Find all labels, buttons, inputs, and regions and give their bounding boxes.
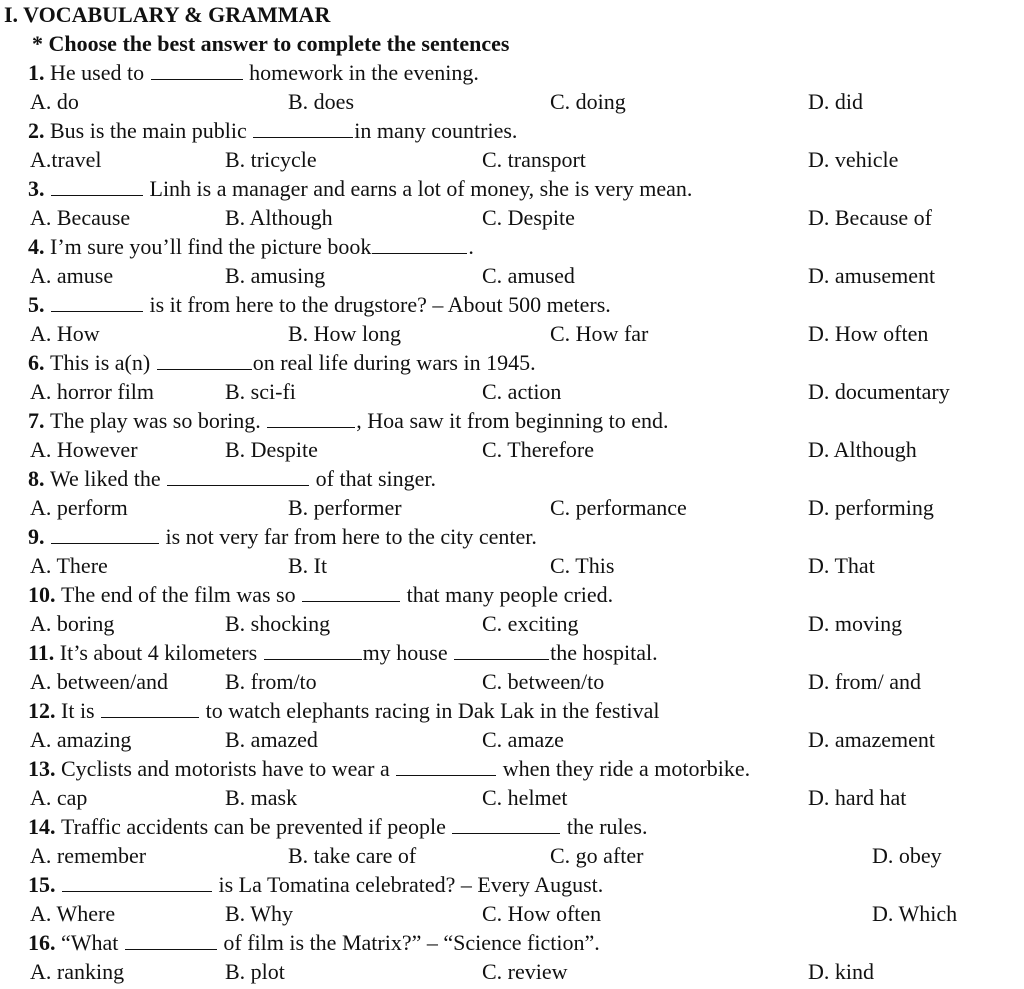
option-d[interactable]: D. from/ and (808, 669, 922, 694)
question-number: 6. (28, 350, 50, 375)
question-number: 13. (28, 756, 61, 781)
question-number: 1. (28, 60, 50, 85)
option-b[interactable]: B. It (288, 553, 328, 578)
option-a[interactable]: A. amazing (30, 727, 132, 752)
option-d[interactable]: D. moving (808, 611, 903, 636)
option-a[interactable]: A. perform (30, 495, 128, 520)
question-number: 3. (28, 176, 50, 201)
question-16 (0, 928, 1024, 957)
option-a[interactable]: A. remember (30, 843, 147, 868)
question-text: “What (61, 930, 124, 955)
options-row-5 (0, 319, 1024, 348)
options-row-1 (0, 87, 1024, 116)
question-3 (0, 174, 1024, 203)
answer-blank[interactable] (51, 291, 143, 312)
option-b[interactable]: B. mask (225, 785, 298, 810)
question-number: 12. (28, 698, 61, 723)
option-d[interactable]: D. How often (808, 321, 929, 346)
options-row-13 (0, 783, 1024, 812)
answer-blank[interactable] (454, 639, 549, 660)
question-text: on real life during wars in 1945. (252, 350, 536, 375)
option-b[interactable]: B. performer (288, 495, 402, 520)
option-c[interactable]: C. amaze (482, 727, 564, 752)
question-text: The play was so boring. (50, 408, 267, 433)
question-14 (0, 812, 1024, 841)
question-number: 11. (28, 640, 60, 665)
question-text: Linh is a manager and earns a lot of money, she is very mean. (144, 176, 693, 201)
answer-blank[interactable] (125, 929, 217, 950)
option-b[interactable]: B. from/to (225, 669, 317, 694)
option-d[interactable]: D. amusement (808, 263, 936, 288)
question-number: 2. (28, 118, 50, 143)
instruction: * Choose the best answer to complete the sentences (32, 31, 510, 56)
option-a[interactable]: A. Where (30, 901, 116, 926)
question-5 (0, 290, 1024, 319)
question-text: We liked the (50, 466, 167, 491)
question-text: is La Tomatina celebrated? – Every August. (213, 872, 604, 897)
option-b[interactable]: B. Despite (225, 437, 318, 462)
option-c[interactable]: C. doing (550, 89, 626, 114)
question-text: I’m sure you’ll find the picture book (50, 234, 372, 259)
option-a[interactable]: A. between/and (30, 669, 169, 694)
answer-blank[interactable] (157, 349, 252, 370)
question-text: in many countries. (354, 118, 518, 143)
option-d[interactable]: D. Because of (808, 205, 933, 230)
option-c[interactable]: C. review (482, 959, 568, 984)
option-d[interactable]: D. vehicle (808, 147, 899, 172)
question-text: homework in the evening. (243, 60, 479, 85)
option-d[interactable]: D. hard hat (808, 785, 907, 810)
option-a[interactable]: A. There (30, 553, 108, 578)
options-row-7 (0, 435, 1024, 464)
question-text: This is a(n) (50, 350, 156, 375)
question-number: 15. (28, 872, 61, 897)
option-d[interactable]: D. Which (872, 901, 958, 926)
answer-blank[interactable] (372, 233, 467, 254)
option-b[interactable]: B. plot (225, 959, 285, 984)
option-d[interactable]: D. performing (808, 495, 934, 520)
option-c[interactable]: C. action (482, 379, 562, 404)
option-c[interactable]: C. How far (550, 321, 649, 346)
options-row-14 (0, 841, 1024, 870)
question-text: The end of the film was so (61, 582, 302, 607)
question-number: 10. (28, 582, 61, 607)
question-text: It’s about 4 kilometers (59, 640, 263, 665)
option-d[interactable]: D. Although (808, 437, 917, 462)
question-6 (0, 348, 1024, 377)
question-number: 8. (28, 466, 50, 491)
option-c[interactable]: C. transport (482, 147, 586, 172)
question-number: 4. (28, 234, 50, 259)
question-text: Bus is the main public (50, 118, 253, 143)
question-text: Traffic accidents can be prevented if people (61, 814, 452, 839)
option-c[interactable]: C. between/to (482, 669, 605, 694)
option-a[interactable]: A. horror film (30, 379, 155, 404)
question-text: when they ride a motorbike. (497, 756, 751, 781)
option-a[interactable]: A. ranking (30, 959, 125, 984)
question-12 (0, 696, 1024, 725)
answer-blank[interactable] (452, 813, 560, 834)
options-row-10 (0, 609, 1024, 638)
options-row-3 (0, 203, 1024, 232)
option-b[interactable]: B. amusing (225, 263, 326, 288)
question-text: the rules. (561, 814, 648, 839)
answer-blank[interactable] (51, 523, 159, 544)
option-a[interactable]: A. However (30, 437, 138, 462)
question-10 (0, 580, 1024, 609)
question-text: that many people cried. (401, 582, 614, 607)
question-text: Cyclists and motorists have to wear a (61, 756, 396, 781)
answer-blank[interactable] (253, 117, 353, 138)
option-b[interactable]: B. does (288, 89, 354, 114)
options-row-12 (0, 725, 1024, 754)
question-text: He used to (50, 60, 150, 85)
option-a[interactable]: A. Because (30, 205, 131, 230)
options-row-16 (0, 957, 1024, 986)
question-text: of film is the Matrix?” – “Science fiction”. (217, 930, 600, 955)
answer-blank[interactable] (264, 639, 362, 660)
answer-blank[interactable] (167, 465, 309, 486)
question-number: 9. (28, 524, 50, 549)
option-b[interactable]: B. shocking (225, 611, 331, 636)
option-d[interactable]: D. obey (872, 843, 942, 868)
question-text: It is (61, 698, 101, 723)
question-11 (0, 638, 1024, 667)
question-text: of that singer. (310, 466, 437, 491)
option-b[interactable]: B. sci-fi (225, 379, 296, 404)
section-title: I. VOCABULARY & GRAMMAR (4, 2, 331, 27)
option-a[interactable]: A. do (30, 89, 79, 114)
option-c[interactable]: C. Despite (482, 205, 575, 230)
option-b[interactable]: B. How long (288, 321, 402, 346)
option-c[interactable]: C. helmet (482, 785, 568, 810)
option-c[interactable]: C. Therefore (482, 437, 594, 462)
option-c[interactable]: C. go after (550, 843, 644, 868)
options-row-8 (0, 493, 1024, 522)
question-13 (0, 754, 1024, 783)
option-c[interactable]: C. How often (482, 901, 602, 926)
option-a[interactable]: A. How (30, 321, 100, 346)
option-d[interactable]: D. kind (808, 959, 874, 984)
option-b[interactable]: B. Although (225, 205, 333, 230)
option-a[interactable]: A. amuse (30, 263, 114, 288)
option-b[interactable]: B. tricycle (225, 147, 317, 172)
answer-blank[interactable] (62, 871, 212, 892)
option-c[interactable]: C. amused (482, 263, 575, 288)
options-row-4 (0, 261, 1024, 290)
option-a[interactable]: A. boring (30, 611, 115, 636)
option-c[interactable]: C. exciting (482, 611, 579, 636)
question-text: to watch elephants racing in Dak Lak in the festival (200, 698, 660, 723)
question-4 (0, 232, 1024, 261)
option-b[interactable]: B. amazed (225, 727, 318, 752)
answer-blank[interactable] (151, 59, 243, 80)
answer-blank[interactable] (302, 581, 400, 602)
options-row-15 (0, 899, 1024, 928)
question-text: the hospital. (550, 640, 658, 665)
question-list (0, 58, 1024, 986)
option-d[interactable]: D. documentary (808, 379, 950, 404)
answer-blank[interactable] (396, 755, 496, 776)
question-9 (0, 522, 1024, 551)
option-c[interactable]: C. performance (550, 495, 687, 520)
question-text: . (468, 234, 474, 259)
question-number: 14. (28, 814, 61, 839)
question-7 (0, 406, 1024, 435)
option-a[interactable]: A.travel (30, 147, 102, 172)
question-2 (0, 116, 1024, 145)
answer-blank[interactable] (267, 407, 355, 428)
options-row-9 (0, 551, 1024, 580)
options-row-2 (0, 145, 1024, 174)
option-d[interactable]: D. did (808, 89, 863, 114)
question-text: my house (362, 640, 454, 665)
options-row-6 (0, 377, 1024, 406)
question-text: , Hoa saw it from beginning to end. (356, 408, 669, 433)
question-15 (0, 870, 1024, 899)
option-d[interactable]: D. amazement (808, 727, 936, 752)
question-number: 16. (28, 930, 61, 955)
question-1 (0, 58, 1024, 87)
question-number: 7. (28, 408, 50, 433)
option-c[interactable]: C. This (550, 553, 615, 578)
answer-blank[interactable] (51, 175, 143, 196)
option-d[interactable]: D. That (808, 553, 875, 578)
option-b[interactable]: B. take care of (288, 843, 417, 868)
options-row-11 (0, 667, 1024, 696)
option-b[interactable]: B. Why (225, 901, 294, 926)
question-8 (0, 464, 1024, 493)
question-text: is not very far from here to the city center. (160, 524, 537, 549)
answer-blank[interactable] (101, 697, 199, 718)
question-text: is it from here to the drugstore? – About 500 meters. (144, 292, 611, 317)
option-a[interactable]: A. cap (30, 785, 88, 810)
question-number: 5. (28, 292, 50, 317)
